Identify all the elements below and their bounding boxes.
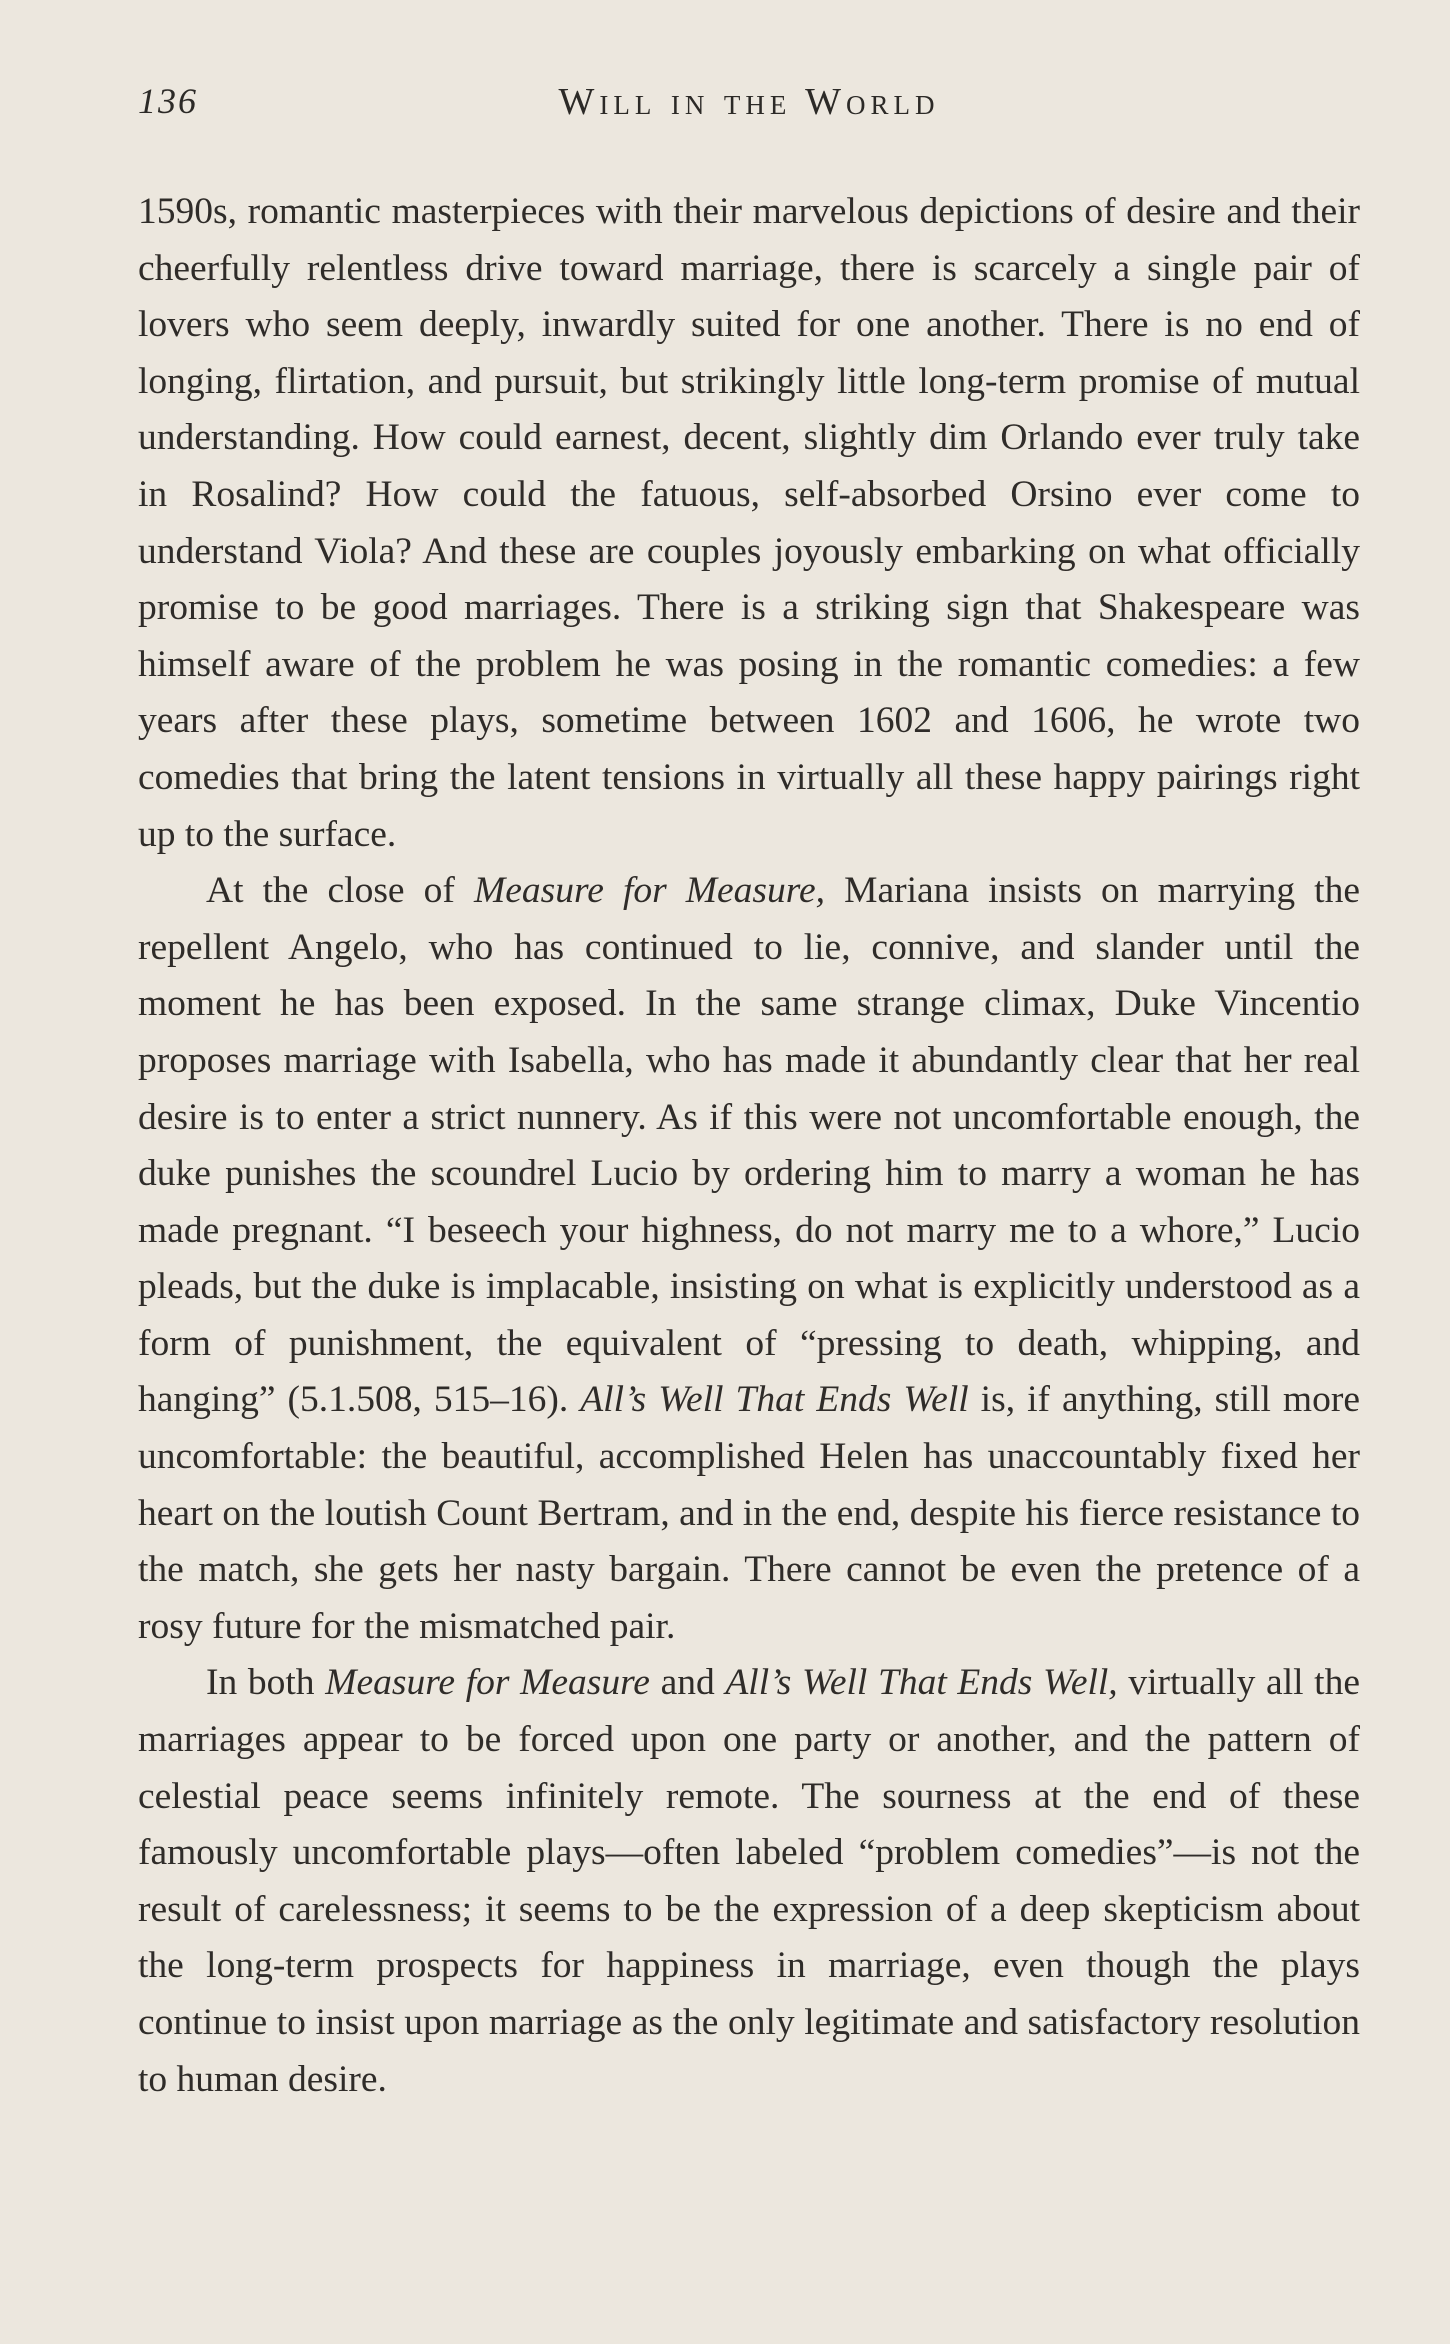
- play-title-alls-well: All’s Well That Ends Well,: [725, 1662, 1118, 1704]
- text-segment: In both: [206, 1662, 326, 1704]
- text-segment: is, if anything, still more uncomfortable: the beautiful, accomplished Helen has unaccountably fixed her heart on the loutish Count Bertram, and in the end, despite his fierce resistance to the match, she gets her nasty bargain. There cannot be even the pretence of a rosy future for the mismatched pair.: [138, 1379, 1360, 1647]
- paragraph-1: [138, 184, 1360, 863]
- play-title-alls-well: All’s Well That Ends Well: [580, 1379, 969, 1421]
- text-segment: virtually all the marriages appear to be forced upon one party or another, and the pattern of celestial peace seems infinitely remote. The sourness at the end of these famously uncomfortable plays—often labeled “problem comedies”—is not the result of carelessness; it seems to be the expression of a deep skepticism about the long-term prospects for happiness in marriage, even though the plays continue to insist upon marriage as the only legitimate and satisfactory resolution to human desire.: [138, 1662, 1360, 2100]
- book-title: Will in the World: [558, 81, 940, 123]
- running-head: [138, 80, 1360, 130]
- body-text: [138, 184, 1360, 2108]
- paragraph-3: [138, 1655, 1360, 2108]
- paragraph-2: [138, 863, 1360, 1655]
- page-number: 136: [138, 81, 198, 121]
- text-segment: 1590s, romantic masterpieces with their marvelous depictions of desire and their cheerfully relentless drive toward marriage, there is scarcely a single pair of lovers who seem deeply, inwardly suited for one another. There is no end of longing, flirtation, and pursuit, but strikingly little long-term promise of mutual understanding. How could earnest, decent, slightly dim Orlando ever truly take in Rosalind? How could the fatuous, self-absorbed Orsino ever come to understand Viola? And these are couples joyously embarking on what officially promise to be good marriages. There is a striking sign that Shakespeare was himself aware of the problem he was posing in the romantic comedies: a few years after these plays, sometime between 1602 and 1606, he wrote two comedies that bring the latent tensions in virtually all these happy pairings right up to the surface.: [138, 191, 1360, 855]
- play-title-measure-for-measure: Measure for Measure,: [474, 870, 825, 912]
- play-title-measure-for-measure: Measure for Measure: [325, 1662, 650, 1704]
- text-segment: At the close of: [206, 870, 475, 912]
- text-segment: and: [649, 1662, 726, 1704]
- text-segment: Mariana insists on marrying the repellent Angelo, who has continued to lie, connive, and slander until the moment he has been exposed. In the same strange climax, Duke Vincentio proposes marriage with Isabella, who has made it abundantly clear that her real desire is to enter a strict nunnery. As if this were not uncomfortable enough, the duke punishes the scoundrel Lucio by ordering him to marry a woman he has made pregnant. “I beseech your highness, do not marry me to a whore,” Lucio pleads, but the duke is implacable, insisting on what is explicitly understood as a form of punishment, the equivalent of “pressing to death, whipping, and hanging” (5.1.508, 515–16).: [138, 870, 1360, 1421]
